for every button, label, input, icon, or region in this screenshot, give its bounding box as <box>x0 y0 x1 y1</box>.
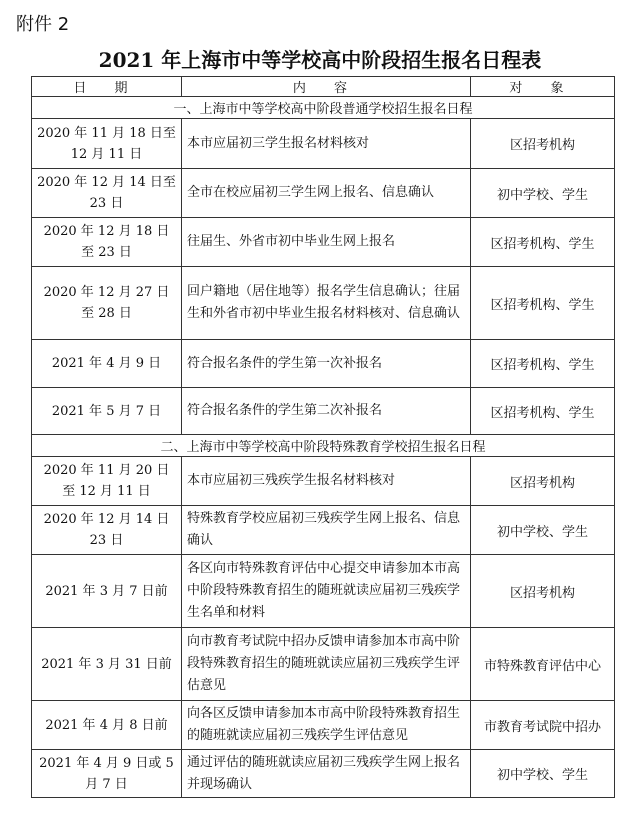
cell-content: 回户籍地（居住地等）报名学生信息确认；往届生和外省市初中毕业生报名材料核对、信息确认 <box>182 267 471 340</box>
section-heading-row <box>32 435 615 457</box>
table-row <box>32 457 615 506</box>
header-date: 日 期 <box>32 77 182 97</box>
cell-date: 2020 年 12 月 27 日 至 28 日 <box>32 267 182 340</box>
table-row <box>32 388 615 435</box>
page-title: 2021 年上海市中等学校高中阶段招生报名日程表 <box>98 48 542 72</box>
cell-date: 2021 年 3 月 7 日前 <box>32 555 182 628</box>
table-row <box>32 506 615 555</box>
table-row <box>32 701 615 750</box>
cell-target: 区招考机构、学生 <box>471 340 615 388</box>
cell-content: 符合报名条件的学生第二次补报名 <box>182 388 471 435</box>
cell-date: 2021 年 4 月 9 日或 5 月 7 日 <box>32 750 182 798</box>
cell-date: 2020 年 11 月 18 日至 12 月 11 日 <box>32 119 182 169</box>
cell-target: 区招考机构、学生 <box>471 218 615 267</box>
cell-target: 区招考机构、学生 <box>471 267 615 340</box>
attachment-label: 附件 2 <box>16 14 70 35</box>
cell-target: 市特殊教育评估中心 <box>471 628 615 701</box>
cell-date: 2020 年 12 月 14 日 23 日 <box>32 506 182 555</box>
cell-target: 区招考机构 <box>471 119 615 169</box>
cell-target: 区招考机构 <box>471 555 615 628</box>
section-heading: 二、上海市中等学校高中阶段特殊教育学校招生报名日程 <box>32 435 615 457</box>
table-row <box>32 267 615 340</box>
cell-date: 2020 年 12 月 14 日至 23 日 <box>32 169 182 218</box>
cell-date: 2021 年 4 月 8 日前 <box>32 701 182 750</box>
cell-date: 2021 年 5 月 7 日 <box>32 388 182 435</box>
table-row <box>32 218 615 267</box>
cell-content: 向各区反馈申请参加本市高中阶段特殊教育招生的随班就读应届初三残疾学生评估意见 <box>182 701 471 750</box>
cell-date: 2020 年 11 月 20 日 至 12 月 11 日 <box>32 457 182 506</box>
table-row <box>32 750 615 798</box>
cell-content: 往届生、外省市初中毕业生网上报名 <box>182 218 471 267</box>
cell-content: 通过评估的随班就读应届初三残疾学生网上报名并现场确认 <box>182 750 471 798</box>
cell-content: 向市教育考试院中招办反馈申请参加本市高中阶段特殊教育招生的随班就读应届初三残疾学生评估意见 <box>182 628 471 701</box>
cell-content: 各区向市特殊教育评估中心提交申请参加本市高中阶段特殊教育招生的随班就读应届初三残疾学生名单和材料 <box>182 555 471 628</box>
cell-target: 市教育考试院中招办 <box>471 701 615 750</box>
table-row <box>32 628 615 701</box>
cell-date: 2021 年 3 月 31 日前 <box>32 628 182 701</box>
cell-target: 初中学校、学生 <box>471 750 615 798</box>
cell-target: 初中学校、学生 <box>471 169 615 218</box>
header-content: 内 容 <box>182 77 471 97</box>
table-row <box>32 555 615 628</box>
cell-content: 特殊教育学校应届初三残疾学生网上报名、信息确认 <box>182 506 471 555</box>
header-row <box>32 77 615 97</box>
cell-target: 区招考机构、学生 <box>471 388 615 435</box>
cell-content: 符合报名条件的学生第一次补报名 <box>182 340 471 388</box>
cell-date: 2020 年 12 月 18 日 至 23 日 <box>32 218 182 267</box>
table-row <box>32 169 615 218</box>
header-target: 对 象 <box>471 77 615 97</box>
cell-target: 区招考机构 <box>471 457 615 506</box>
cell-content: 本市应届初三学生报名材料核对 <box>182 119 471 169</box>
cell-content: 本市应届初三残疾学生报名材料核对 <box>182 457 471 506</box>
table-row <box>32 340 615 388</box>
section-heading-row <box>32 97 615 119</box>
cell-date: 2021 年 4 月 9 日 <box>32 340 182 388</box>
table-row <box>32 119 615 169</box>
section-heading: 一、上海市中等学校高中阶段普通学校招生报名日程 <box>32 97 615 119</box>
schedule-table <box>31 76 615 798</box>
cell-target: 初中学校、学生 <box>471 506 615 555</box>
cell-content: 全市在校应届初三学生网上报名、信息确认 <box>182 169 471 218</box>
